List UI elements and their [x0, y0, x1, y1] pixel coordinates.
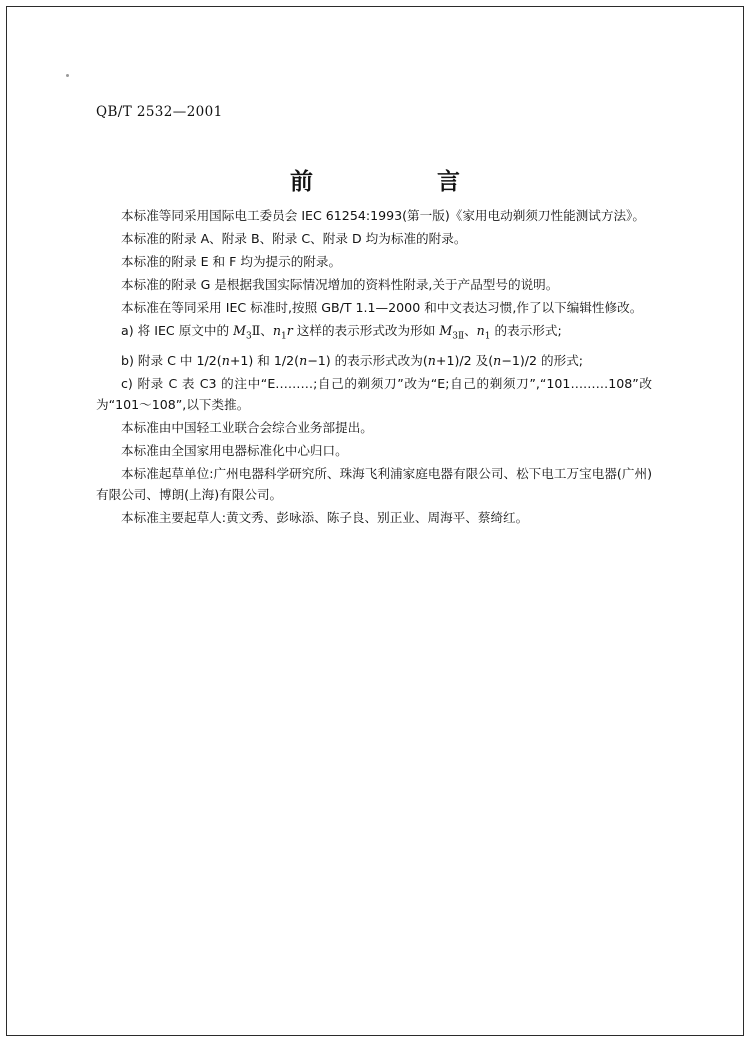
paragraph-1: 本标准等同采用国际电工委员会 IEC 61254:1993(第一版)《家用电动剃须刀性能测试方法》。: [121, 208, 645, 223]
paragraph-list-item-b: b) 附录 C 中 1/2(n+1) 和 1/2(n−1) 的表示形式改为(n+1)/2 及(n−1)/2 的形式;: [121, 352, 584, 368]
paragraph-3: 本标准的附录 E 和 F 均为提示的附录。: [121, 254, 342, 269]
list-a-mid: 这样的表示形式改为形如: [292, 323, 440, 338]
paragraph-list-item-a: a) 将 IEC 原文中的 $M_3Ⅱ$、$n_1r$ 这样的表示形式改为形如 $M_{3Ⅱ}$、$n_1$ 的表示形式;: [121, 323, 562, 342]
paragraph-list-item-c: c) 附录 C 表 C3 的注中“E………;自己的剃须刀”改为“E;自己的剃须刀”,“101………108”改为“101～108”,以下类推。: [96, 375, 652, 412]
paragraph-2: 本标准的附录 A、附录 B、附录 C、附录 D 均为标准的附录。: [121, 231, 467, 246]
paragraph-11: 本标准起草单位:广州电器科学研究所、珠海飞利浦家庭电器有限公司、松下电工万宝电器(广州)有限公司、博朗(上海)有限公司。: [96, 465, 652, 502]
page-title: 前 言: [290, 169, 486, 195]
list-a-prefix: a) 将 IEC 原文中的: [121, 323, 234, 338]
paragraph-9: 本标准由中国轻工业联合会综合业务部提出。: [121, 419, 373, 435]
paragraph-10: 本标准由全国家用电器标准化中心归口。: [121, 442, 348, 458]
document-body: [96, 205, 652, 530]
document-standard-code: QB/T 2532—2001: [96, 104, 223, 120]
paragraph-12: 本标准主要起草人:黄文秀、彭咏添、陈子良、别正业、周海平、蔡绮红。: [121, 509, 529, 525]
paragraph-5: 本标准在等同采用 IEC 标准时,按照 GB/T 1.1—2000 和中文表达习惯,作了以下编辑性修改。: [121, 300, 643, 315]
paragraph-4: 本标准的附录 G 是根据我国实际情况增加的资料性附录,关于产品型号的说明。: [121, 277, 559, 292]
scan-speck: [66, 74, 69, 77]
list-a-suffix: 的表示形式;: [490, 323, 562, 338]
